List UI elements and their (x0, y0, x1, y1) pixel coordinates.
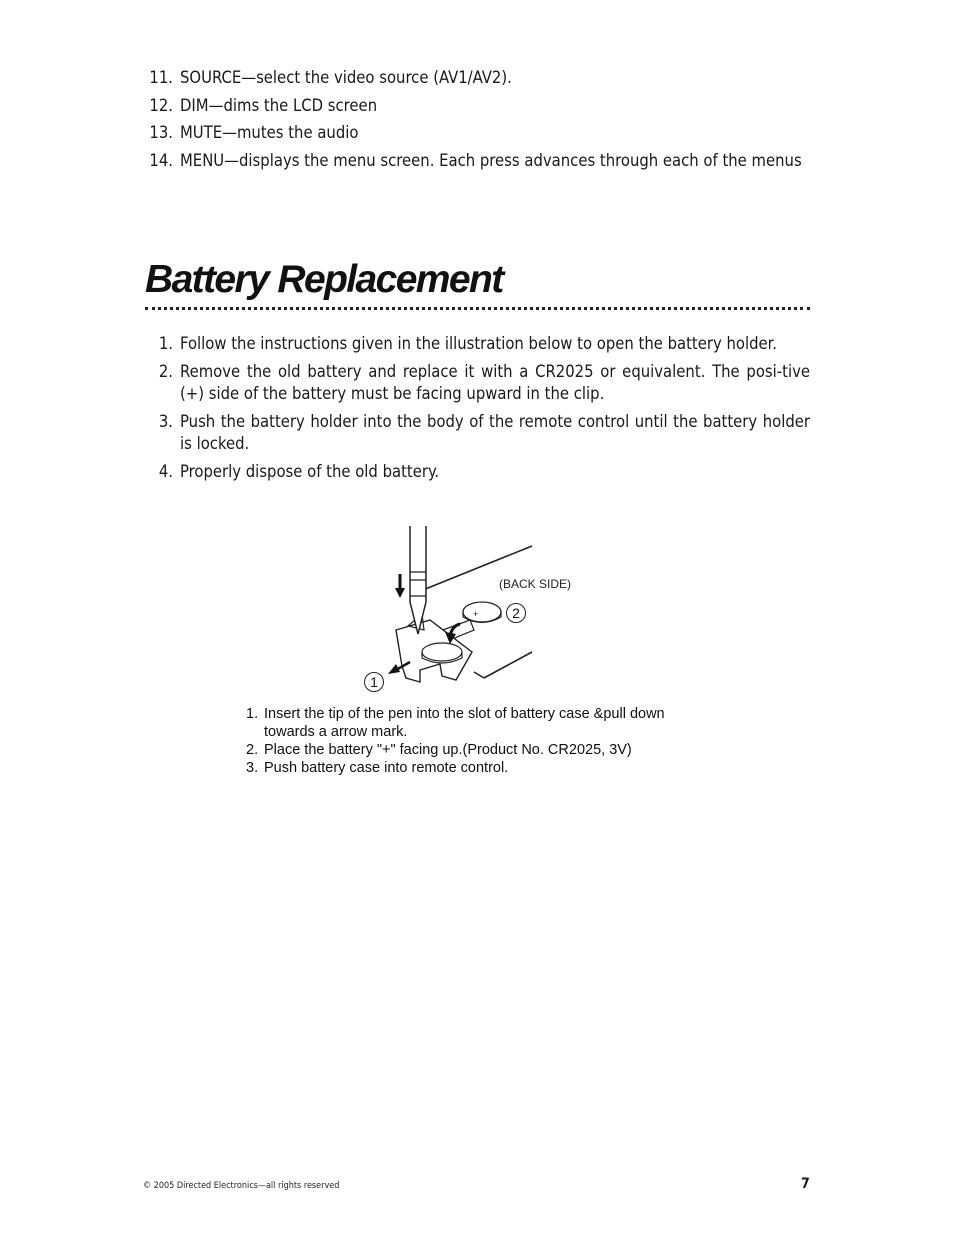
callout-2: 2 (506, 603, 526, 623)
battery-coin (463, 602, 501, 622)
caption-item: 2. Place the battery "+" facing up.(Product No. CR2025, 3V) (246, 742, 632, 758)
section-heading: Battery Replacement (145, 258, 503, 301)
list-item: 13. MUTE—mutes the audio (149, 123, 359, 142)
battery-plus-mark: + (473, 609, 479, 619)
list-item: 1. Follow the instructions given in the illustration below to open the battery holder. (158, 334, 777, 353)
page-number: 7 (801, 1176, 810, 1192)
list-item: 2. Remove the old battery and replace it with a CR2025 or equivalent. The posi-tive (+) side of the battery must be facing upward in the clip. (158, 362, 810, 403)
back-side-label: (BACK SIDE) (499, 577, 572, 591)
callout-1: 1 (364, 672, 384, 692)
copyright-footer: © 2005 Directed Electronics—all rights reserved (143, 1181, 340, 1191)
figure-caption (246, 705, 704, 777)
caption-item: 1. Insert the tip of the pen into the slot of battery case &pull down towards a arrow mark. (246, 706, 665, 740)
list-item: 14. MENU—displays the menu screen. Each press advances through each of the menus (149, 150, 802, 170)
button-function-list (140, 67, 810, 177)
caption-item: 3. Push battery case into remote control. (246, 760, 509, 776)
list-item: 4. Properly dispose of the old battery. (158, 462, 440, 481)
battery-in-tray (422, 643, 462, 661)
list-item: 12. DIM—dims the LCD screen (149, 95, 378, 115)
battery-steps-list (140, 333, 810, 489)
list-item: 3. Push the battery holder into the body of the remote control until the battery holder is locked. (158, 412, 810, 453)
battery-replacement-illustration (360, 522, 620, 692)
list-item: 11. SOURCE—select the video source (AV1/AV2). (149, 68, 512, 87)
heading-dotted-rule (145, 307, 810, 310)
